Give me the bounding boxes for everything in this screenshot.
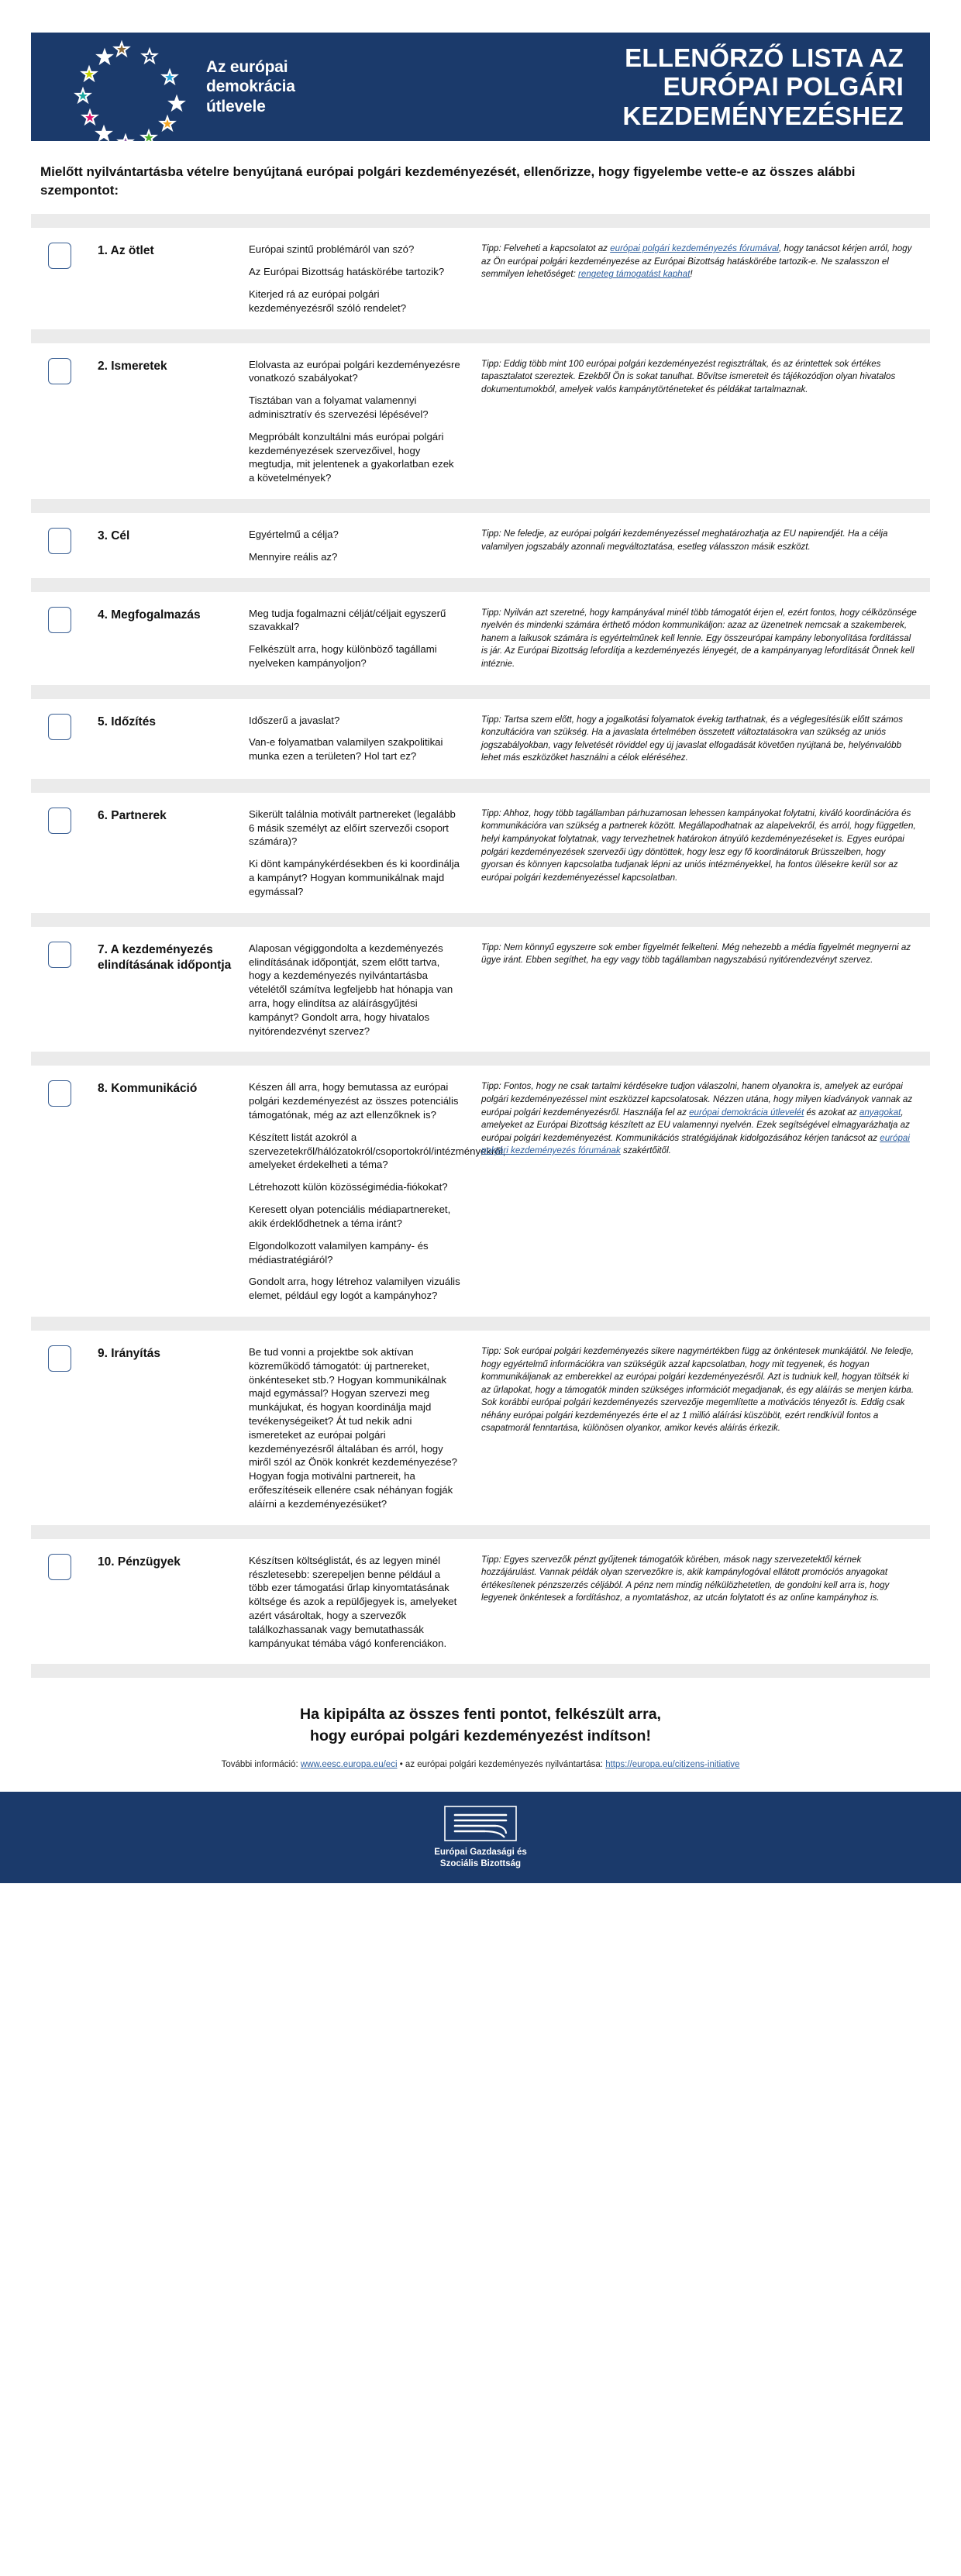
checklist-tip xyxy=(481,805,930,884)
checklist-item-title: 6. Partnerek xyxy=(98,808,167,822)
checklist-question: Egyértelmű a célja? xyxy=(249,529,339,540)
tip-text: Tipp: Egyes szervezők pénzt gyűjtenek támogatóik körében, mások nagy szervezetektől kérnek hozzájárulást. Vannak példák olyan szervezőkre is, akik kampánylogóval ellátott promóciós anyagokat értékesítenek pénzszerzés céljából. A pénz nem mindig nélkülözhetetlen, de gondolni kell arra is, hogy legyenek önkéntesek a fordításhoz, a nyomtatáshoz, az utcán folytatott és az online kampányhoz is. xyxy=(481,1554,890,1603)
checklist-question: Gondolt arra, hogy létrehoz valamilyen vizuális elemet, például egy logót a kampányhoz? xyxy=(249,1276,460,1302)
checklist-item-title: 8. Kommunikáció xyxy=(98,1082,198,1096)
checklist-questions xyxy=(249,525,481,564)
checkbox-5[interactable] xyxy=(48,714,71,740)
tip-text: ! xyxy=(690,269,693,280)
closing-line2: hogy európai polgári kezdeményezést indítson! xyxy=(310,1727,651,1744)
checklist-tip xyxy=(481,1343,930,1435)
checklist-questions xyxy=(249,805,481,899)
tip-paragraph xyxy=(481,1080,919,1157)
checklist-question: Van-e folyamatban valamilyen szakpolitikai munka ezen a területen? Hol tart ez? xyxy=(249,736,443,763)
checklist-item-title: 2. Ismeretek xyxy=(98,359,167,373)
section-divider-band xyxy=(31,1525,930,1539)
checklist-question: Az Európai Bizottság hatáskörébe tartozik? xyxy=(249,266,445,278)
brand-title-line2: demokrácia xyxy=(206,77,295,96)
checklist-row xyxy=(31,343,930,500)
tip-text: Tipp: Tartsa szem előtt, hogy a jogalkotási folyamatok évekig tarthatnak, és a véglegesítésük előtt számos konzultációra van szükség. Ha a javaslata értelmében összetett változtatásokra van szükség az uniós jogszabályokban, vagy felvetését röviddel egy új javaslat elfogadását követően nyújtaná be, helyénvalóbb lehet más eszközöket használni a célok eléréséhez. xyxy=(481,714,904,763)
eu-stars-circle-icon xyxy=(48,33,195,141)
checkbox-cell xyxy=(31,805,98,834)
checklist-tip xyxy=(481,240,930,281)
tip-text: Tipp: Ne feledje, az európai polgári kezdeményezéssel meghatározhatja az EU napirendjét. Ha a célja valamilyen jogszabály azonnali megváltoztatása, esetleg válasszon másik eszközt. xyxy=(481,529,888,552)
checkbox-3[interactable] xyxy=(48,528,71,554)
checklist-question: Keresett olyan potenciális médiapartnereket, akik érdeklődhetnek a téma iránt? xyxy=(249,1204,451,1229)
tip-text: szakértőitől. xyxy=(620,1145,671,1156)
checkbox-cell xyxy=(31,240,98,269)
brand-title-line1: Az európai xyxy=(206,57,288,76)
checklist-questions xyxy=(249,240,481,315)
checkbox-cell xyxy=(31,1343,98,1372)
title-box xyxy=(407,33,930,141)
tip-text: Tipp: Fontos, hogy ne csak tartalmi kérdésekre tudjon válaszolni, hanem olyanokra is, amelyek az európai polgári kezdeményezéssel mint eszközzel kapcsolatosak. Nézzen utána, hogy milyen kiadványok vannak az európai polgári kezdeményezésről. Használja fel az xyxy=(481,1081,913,1118)
eci-register-link[interactable]: https://europa.eu/citizens-initiative xyxy=(605,1759,740,1769)
tip-paragraph xyxy=(481,528,919,553)
page-title-line2: EURÓPAI POLGÁRI xyxy=(663,72,904,102)
eesc-eci-link[interactable]: www.eesc.europa.eu/eci xyxy=(300,1759,398,1769)
tip-link[interactable]: anyagokat xyxy=(859,1107,901,1118)
checklist-question: Alaposan végiggondolta a kezdeményezés elindításának időpontját, szem előtt tartva, hogy a kezdeményezés nyilvántartásba vételétől számítva legfeljebb hat hónapja van arra, hogy elindítsa az aláírásgyűjtési kampányt? Gondolt arra, hogy hivatalos nyitórendezvényt szervez? xyxy=(249,942,453,1037)
checklist-tip xyxy=(481,356,930,397)
checkbox-10[interactable] xyxy=(48,1554,71,1580)
checkbox-6[interactable] xyxy=(48,808,71,834)
checkbox-cell xyxy=(31,356,98,384)
tip-text: Tipp: Nyilván azt szeretné, hogy kampányával minél több támogatót érjen el, ezért fontos, hogy célközönsége nyelvén és mindenki számára érthető módon kommunikáljon: azaz az üzenetnek nemcsak a szakemberek, hanem a laikusok számára is egyértelműnek kell lennie. Egy összeurópai kampány lebonyolítása fordítással is jár. Az Európai Bizottság lefordítja a kezdeményezés lényegét, de a kampányanyag lefordítását Önnek kell intéznie. xyxy=(481,607,917,669)
section-divider-band xyxy=(31,578,930,592)
checklist-questions xyxy=(249,1551,481,1651)
sources-line xyxy=(31,1758,930,1772)
tip-text: Tipp: Sok európai polgári kezdeményezés sikere nagymértékben függ az önkéntesek munkájától. Ne feledje, hogy egyértelmű információkra van szükségük azzal kapcsolatban, hogy mit tegyenek, és hogyan kommunikáljanak az emberekkel az európai polgári kezdeményezésről. Azt is tudniuk kell, hogyan töltsék ki az űrlapokat, hogy a támogatók minden szükséges információt megadjanak, és egy aláírás se menjen kárba. Sok korábbi európai polgári kezdeményezés szervezője megemlítette a motivációs tényezőt is. Eddig csak néhány európai polgári kezdeményezés érte el az 1 millió aláírási küszöböt, ezért rendkívül fontos a csapatmorál fenntartása, különösen olyankor, amikor kevés aláírás érkezik. xyxy=(481,1345,914,1434)
tip-text: Tipp: Felveheti a kapcsolatot az xyxy=(481,243,611,254)
checklist-question: Tisztában van a folyamat valamennyi adminisztratív és szervezési lépésével? xyxy=(249,394,429,420)
tip-link[interactable]: európai demokrácia útlevelét xyxy=(689,1107,804,1118)
checklist-question: Készített listát azokról a szervezetekről/hálózatokról/csoportokról/intézményekről, amelyeket érdekelheti a téma? xyxy=(249,1131,506,1171)
checkbox-cell xyxy=(31,604,98,633)
checklist-row xyxy=(31,228,930,329)
checklist-question: Készítsen költséglistát, és az legyen minél részletesebb: szerepeljen benne például a több ezer támogatási űrlap kinyomtatásának költsége és azok a repülőjegyek is, amelyeket azért vásároltak, hogy a szervezők találkozhassanak vagy bemutathassák kampányukat témába vágó konferenciákon. xyxy=(249,1554,457,1649)
checklist-question: Elgondolkozott valamilyen kampány- és médiastratégiáról? xyxy=(249,1239,429,1266)
checkbox-8[interactable] xyxy=(48,1080,71,1107)
checklist-questions xyxy=(249,1078,506,1303)
page-title-line3: KEZDEMÉNYEZÉSHEZ xyxy=(622,101,904,130)
checklist-row xyxy=(31,1066,930,1317)
footer-org-line2: Szociális Bizottság xyxy=(439,1858,522,1868)
checklist-row xyxy=(31,1331,930,1525)
section-divider-band xyxy=(31,1317,930,1331)
checklist-tip xyxy=(481,1078,930,1157)
checklist-question: Meg tudja fogalmazni célját/céljait egyszerű szavakkal? xyxy=(249,607,446,633)
checklist-question: Európai szintű problémáról van szó? xyxy=(249,243,415,256)
checkbox-2[interactable] xyxy=(48,358,71,384)
checkbox-cell xyxy=(31,525,98,554)
section-divider-band xyxy=(31,214,930,228)
tip-text: Tipp: Ahhoz, hogy több tagállamban párhuzamosan lehessen kampányokat folytatni, kiváló koordinációra és kommunikációra van szükség a partnerek között. Megállapodhatnak az alapelvekről, és arról, hogy független, helyi kampányokat folytatnak, vagy tervezhetnek határokon átnyúló kezdeményezéseket is. Egyes európai polgári kezdeményezések szervezői úgy döntöttek, hogy lesz egy fő koordinátoruk Brüsszelben, hogy gyorsan és könnyen kapcsolatba tudjanak lépni az uniós intézményekkel, ha fontos ülésekre kerül sor az európai polgári kezdeményezéssel kapcsolatban. xyxy=(481,808,916,883)
checklist-question: Kiterjed rá az európai polgári kezdeményezésről szóló rendelet? xyxy=(249,288,407,314)
checklist-questions xyxy=(249,1343,481,1511)
checkbox-cell xyxy=(31,1551,98,1580)
footer xyxy=(0,1792,961,1883)
tip-text: és azokat az xyxy=(804,1107,859,1118)
section-divider-band xyxy=(31,779,930,793)
tip-paragraph xyxy=(481,714,919,765)
checklist-questions xyxy=(249,939,481,1038)
closing-statement xyxy=(46,1704,914,1747)
tip-paragraph xyxy=(481,607,919,671)
checklist-question: Felkészült arra, hogy különböző tagállami nyelveken kampányoljon? xyxy=(249,643,437,670)
tip-paragraph xyxy=(481,942,919,967)
section-divider-band xyxy=(31,913,930,927)
header xyxy=(0,0,961,141)
checklist-question: Megpróbált konzultálni más európai polgári kezdeményezések szervezőivel, hogy megtudja, mit jelentenek a gyakorlatban ezek a követelmények? xyxy=(249,430,454,484)
checklist-row xyxy=(31,513,930,578)
checklist-item-title: 1. Az ötlet xyxy=(98,244,154,258)
tip-text: Tipp: Nem könnyű egyszerre sok ember figyelmét felkelteni. Még nehezebb a média figyelmét megnyerni az ügye iránt. Ebben segíthet, ha egy vagy több tagállamban nagyszabású nyitórendezvényt szervez. xyxy=(481,942,911,966)
checklist-item-title: 9. Irányítás xyxy=(98,1346,160,1360)
checklist-item-title: 3. Cél xyxy=(98,529,130,542)
checklist-question: Készen áll arra, hogy bemutassa az európai polgári kezdeményezést az összes potenciális támogatónak, még az azt ellenzőknek is? xyxy=(249,1081,459,1121)
checklist-row xyxy=(31,699,930,779)
checklist-question: Elolvasta az európai polgári kezdeményezésre vonatkozó szabályokat? xyxy=(249,358,460,384)
tip-text: , hogy tanácsot kérjen arról, hogy az Ön európai polgári kezdeményezése az Európai Bizottság hatáskörébe tartozik-e. Ne szalasszon el semmilyen lehetőséget: xyxy=(481,243,912,280)
closing-line1: Ha kipipálta az összes fenti pontot, felkészült arra, xyxy=(300,1706,661,1724)
section-divider-band xyxy=(31,1052,930,1066)
tip-text: Tipp: Eddig több mint 100 európai polgári kezdeményezést regisztráltak, és az érintettek sok értékes tapasztalatot szereztek. Ezekből Ön is sokat tanulhat. Bővítse ismereteit és tájékozódjon olyan hivatalos dokumentumokból, amelyek valós kampánytörténeteket és példákat tartalmaznak. xyxy=(481,358,896,394)
tip-text: , amelyeket az Európai Bizottság készített az EU valamennyi nyelvén. Ezek segítségével elmagyarázhatja az európai polgári kezdeményezést. Kommunikációs stratégiájának kidolgozásához kérjen tanácsot az xyxy=(481,1107,910,1143)
checklist-tip xyxy=(481,939,930,967)
page-title xyxy=(622,43,904,130)
tip-paragraph xyxy=(481,243,919,281)
tip-link[interactable]: európai polgári kezdeményezés fórumával xyxy=(610,243,779,254)
checklist-question: Ki dönt kampánykérdésekben és ki koordinálja a kampányt? Hogyan kommunikálnak majd egymással? xyxy=(249,858,460,897)
section-divider-band xyxy=(31,499,930,513)
sources-middle: • az európai polgári kezdeményezés nyilvántartása: xyxy=(399,1759,603,1769)
checkbox-cell xyxy=(31,1078,98,1107)
checkbox-1[interactable] xyxy=(48,243,71,269)
checklist-tip xyxy=(481,525,930,553)
brand-title xyxy=(206,57,295,117)
checklist-question: Időszerű a javaslat? xyxy=(249,714,340,726)
section-divider-band xyxy=(31,1664,930,1678)
checklist-row xyxy=(31,592,930,685)
tip-link[interactable]: rengeteg támogatást kaphat xyxy=(578,269,691,280)
checkbox-4[interactable] xyxy=(48,607,71,633)
checklist-row xyxy=(31,793,930,913)
checklist-question: Sikerült találnia motivált partnereket (legalább 6 másik személyt az előírt szervezői csoport számára)? xyxy=(249,808,456,848)
checklist-tip xyxy=(481,1551,930,1605)
checklist-questions xyxy=(249,604,481,670)
footer-org-line1: Európai Gazdasági és xyxy=(434,1847,527,1857)
sources-prefix: További információ: xyxy=(221,1759,298,1769)
checklist-question: Létrehozott külön közösségimédia-fiókokat? xyxy=(249,1181,448,1193)
checklist xyxy=(31,214,930,1678)
checklist-tip xyxy=(481,604,930,671)
checklist-item-title: 10. Pénzügyek xyxy=(98,1555,181,1569)
checklist-item-title: 4. Megfogalmazás xyxy=(98,608,201,622)
checklist-question: Mennyire reális az? xyxy=(249,550,338,563)
brand-title-line3: útlevele xyxy=(206,97,266,115)
section-divider-band xyxy=(31,685,930,699)
checklist-tip xyxy=(481,711,930,765)
page-title-line1: ELLENŐRZŐ LISTA AZ xyxy=(625,43,904,73)
tip-paragraph xyxy=(481,1345,919,1435)
brand-box xyxy=(31,33,407,141)
checklist-row xyxy=(31,927,930,1052)
checkbox-9[interactable] xyxy=(48,1345,71,1372)
tip-paragraph xyxy=(481,808,919,884)
checklist-questions xyxy=(249,356,481,486)
checklist-item-title: 7. A kezdeményezés elindításának időpontja xyxy=(98,942,232,972)
section-divider-band xyxy=(31,329,930,343)
checklist-item-title: 5. Időzítés xyxy=(98,715,156,728)
checkbox-cell xyxy=(31,711,98,740)
checkbox-cell xyxy=(31,939,98,968)
intro-text: Mielőtt nyilvántartásba vételre benyújtaná európai polgári kezdeményezését, ellenőrizze, hogy figyelembe vette-e az összes alábbi szempontot: xyxy=(40,164,856,198)
checkbox-7[interactable] xyxy=(48,942,71,968)
checklist-question: Be tud vonni a projektbe sok aktívan közreműködő támogatót: új partnereket, önkénteseket stb.? Hogyan kommunikálnak majd egymással? Hogyan szervezi meg munkájukat, és hogyan koordinálja majd tevékenységeiket? Át tud nekik adni ismereteket az európai polgári kezdeményezésről általában és arról, hogy miről szól az Önök konkrét kezdeményezése? Hogyan fogja motiválni partnereit, ha erőfeszítéseik ellenére csak néhányan fogják aláírni a kezdeményezésüket? xyxy=(249,1345,457,1510)
footer-org-name xyxy=(434,1847,527,1870)
checklist-row xyxy=(31,1539,930,1665)
tip-paragraph xyxy=(481,358,919,397)
tip-link[interactable]: európai polgári kezdeményezés fórumának xyxy=(481,1132,910,1156)
tip-paragraph xyxy=(481,1554,919,1605)
checklist-questions xyxy=(249,711,481,763)
eesc-logo-icon xyxy=(444,1806,517,1841)
